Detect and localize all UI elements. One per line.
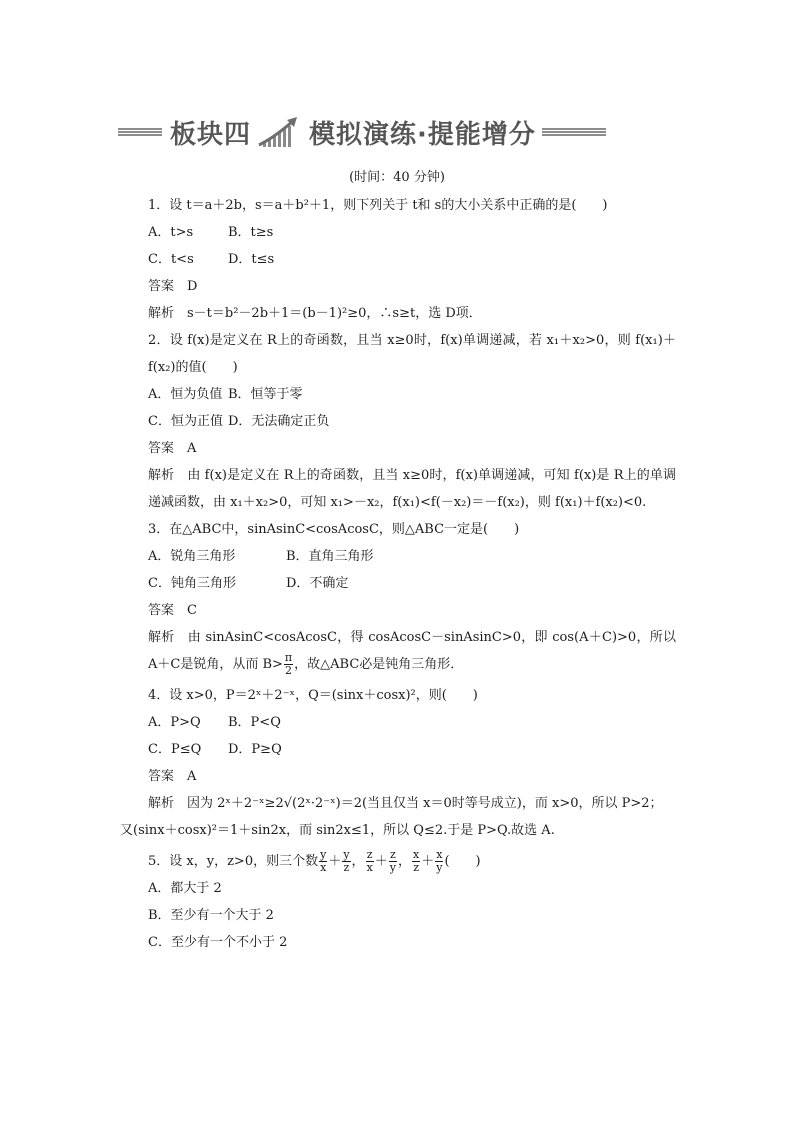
q2-stem: 2．设 f(x)是定义在 R上的奇函数，且当 x≥0时，f(x)单调递减，若 x₁＋x₂>0，则 f(x₁)＋f(x₂)的值( ): [148, 333, 676, 375]
q5-frac-2-num: y: [343, 848, 350, 861]
q1-options-row1: [120, 219, 676, 246]
q3-options-row2: [120, 570, 676, 597]
q1-stem: 1．设 t＝a＋2b，s＝a＋b²＋1，则下列关于 t和 s的大小关系中正确的是( ): [148, 198, 608, 213]
q3-options-row1: [120, 543, 676, 570]
q5-frac-6-num: x: [436, 848, 443, 861]
q5-comma-2: ，: [398, 854, 412, 869]
q3-frac-den: 2: [285, 664, 293, 677]
q3-option-d: D．不确定: [286, 576, 349, 591]
q5-frac-4-den: y: [389, 861, 397, 874]
q5-frac-5-num: x: [413, 848, 420, 861]
q3-option-c: C．钝角三角形: [148, 576, 236, 591]
q3-fraction-pi-over-2: [284, 652, 293, 677]
q5-comma-1: ，: [351, 854, 365, 869]
q3-frac-num: π: [284, 651, 293, 664]
q5-plus-2: ＋: [374, 854, 388, 869]
q1-option-d: D．t≤s: [228, 252, 275, 267]
time-note: (时间：40 分钟): [349, 170, 445, 185]
q4-stem: 4．设 x>0，P＝2ˣ＋2⁻ˣ，Q＝(sinx＋cosx)²，则( ): [148, 688, 478, 703]
q5-frac-5-den: z: [413, 861, 420, 874]
q1-options-row2: [120, 246, 676, 273]
q3-option-a: A．锐角三角形: [148, 549, 236, 564]
q5-frac-4-num: z: [390, 848, 396, 861]
q3-explanation: [120, 624, 676, 678]
q5-frac-3-num: z: [366, 848, 373, 861]
q1-option-b: B．t≥s: [228, 225, 274, 240]
q5-frac-6: [435, 849, 443, 874]
banner-stripes-right: [542, 128, 606, 137]
q5-frac-6-den: y: [436, 861, 443, 874]
section-banner: [118, 108, 674, 156]
banner-title-left: 板块四: [170, 119, 252, 150]
q4-option-c: C．P≤Q: [148, 742, 202, 757]
q2-option-a: A．恒为负值: [148, 387, 223, 402]
banner-stripes-left: [118, 128, 162, 137]
q4-option-d: D．P≥Q: [228, 742, 282, 757]
q5-frac-1-den: x: [320, 861, 327, 874]
q5-frac-3: [366, 849, 374, 874]
q1-option-a: A．t>s: [148, 225, 194, 240]
q5-stem-pre: 5．设 x，y，z>0，则三个数: [148, 854, 319, 869]
q3-explanation-part2: ，故△ABC必是钝角三角形．: [294, 657, 464, 672]
q4-explanation-line2: 又(sinx＋cosx)²＝1＋sin2x，而 sin2x≤1，所以 Q≤2.于是 P>Q.故选 A.: [120, 823, 555, 838]
q2-option-c: C．恒为正值: [148, 414, 223, 429]
q5-frac-2-den: z: [343, 861, 350, 874]
q5-frac-1: [319, 849, 327, 874]
q4-answer: 答案 A: [148, 769, 197, 784]
q3-explanation-part1: 解析 由 sinAsinC<cosAcosC，得 cosAcosC－sinAsinC>0，即 cos(A＋C)>0，所以 A＋C是锐角，从而 B>: [148, 630, 676, 672]
q1-explanation: 解析 s－t＝b²－2b＋1＝(b－1)²≥0，∴s≥t，选 D项．: [148, 306, 482, 321]
q3-answer: 答案 C: [148, 603, 197, 618]
q2-answer: 答案 A: [148, 441, 197, 456]
q5-stem-post: ( ): [444, 854, 481, 869]
q5-frac-1-num: y: [320, 848, 327, 861]
q1-option-c: C．t<s: [148, 252, 194, 267]
q2-explanation: 解析 由 f(x)是定义在 R上的奇函数，且当 x≥0时，f(x)单调递减，可知 f(x)是 R上的单调递减函数，由 x₁＋x₂>0，可知 x₁>－x₂，f(x₁)<f(－x₂)＝－f(x₂)，则 f(x₁)＋f(x₂)<0.: [148, 468, 676, 510]
q4-options-row2: [120, 736, 676, 763]
question-list: [120, 192, 676, 956]
q4-options-row1: [120, 709, 676, 736]
q5-frac-5: [412, 849, 420, 874]
q4-explanation-line1: 解析 因为 2ˣ＋2⁻ˣ≥2√(2ˣ·2⁻ˣ)＝2(当且仅当 x＝0时等号成立)，而 x>0，所以 P>2；: [148, 796, 663, 811]
q2-options-row2: [120, 408, 676, 435]
q2-option-b: B．恒等于零: [228, 387, 303, 402]
rising-bars-icon: [257, 115, 303, 149]
q5-option-b: B．至少有一个大于 2: [148, 908, 274, 923]
q5-plus-1: ＋: [328, 854, 342, 869]
q5-frac-3-den: x: [366, 861, 373, 874]
q5-frac-2: [342, 849, 350, 874]
q3-option-b: B．直角三角形: [286, 549, 374, 564]
banner-title-right: 模拟演练·提能增分: [309, 119, 536, 150]
q5-stem: [120, 848, 676, 875]
q4-option-a: A．P>Q: [148, 715, 201, 730]
q5-option-c: C．至少有一个不小于 2: [148, 935, 288, 950]
q1-answer: 答案 D: [148, 279, 198, 294]
q2-options-row1: [120, 381, 676, 408]
q4-option-b: B．P<Q: [228, 715, 281, 730]
q5-frac-4: [389, 849, 397, 874]
q3-stem: 3．在△ABC中，sinAsinC<cosAcosC，则△ABC一定是( ): [148, 522, 520, 537]
q2-option-d: D．无法确定正负: [228, 414, 330, 429]
q5-plus-3: ＋: [421, 854, 435, 869]
q5-option-a: A．都大于 2: [148, 881, 222, 896]
